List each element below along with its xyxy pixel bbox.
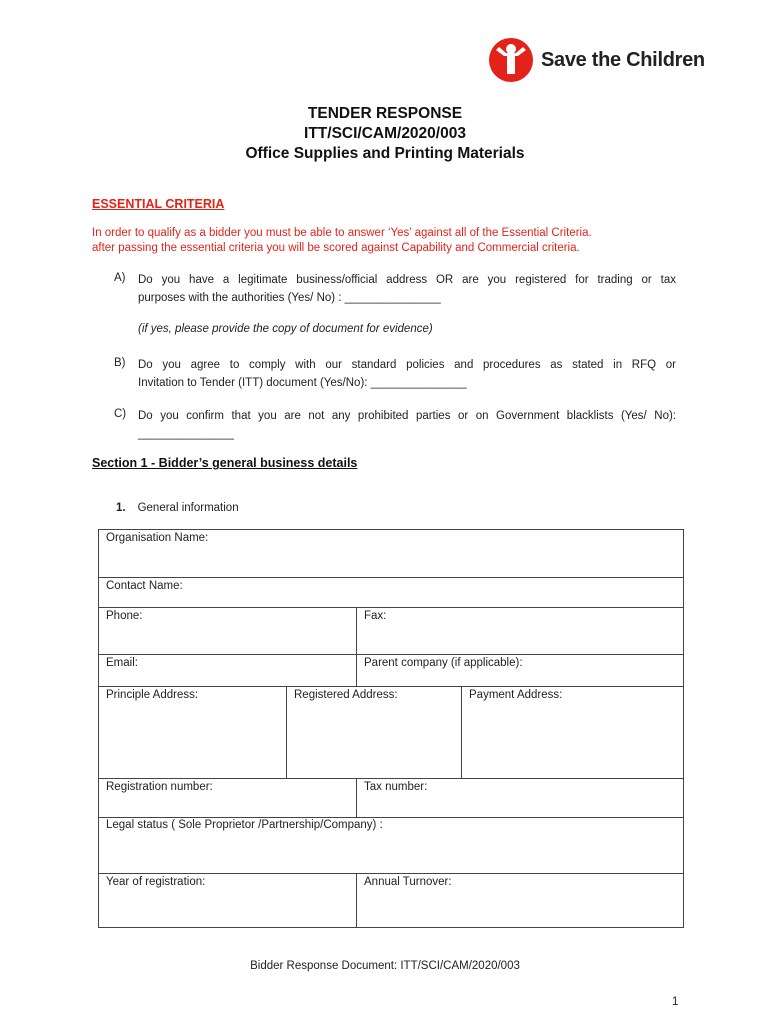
registration-number-field[interactable] xyxy=(99,779,357,818)
general-information-heading xyxy=(116,502,239,514)
question-c xyxy=(138,407,676,443)
tax-number-field[interactable] xyxy=(357,779,684,818)
essential-intro-line1: In order to qualify as a bidder you must be able to answer ‘Yes’ against all of the Essential Criteria. xyxy=(92,227,592,239)
essential-intro-line2: after passing the essential criteria you will be scored against Capability and Commercial criteria. xyxy=(92,242,580,254)
question-a-line1: Do you have a legitimate business/official address OR are you registered for trading or tax xyxy=(138,274,676,286)
phone-label: Phone: xyxy=(106,610,143,622)
logo-child-icon xyxy=(487,36,535,84)
contact-name-field[interactable] xyxy=(99,578,684,608)
legal-status-field[interactable] xyxy=(99,818,684,874)
question-c-letter: C) xyxy=(114,408,127,420)
email-field[interactable] xyxy=(99,655,357,687)
fax-label: Fax: xyxy=(364,610,387,622)
legal-status-label: Legal status ( Sole Proprietor /Partnership/Company) : xyxy=(106,819,383,831)
general-information-form xyxy=(98,529,684,928)
general-information-number: 1. xyxy=(116,502,126,514)
tax-number-label: Tax number: xyxy=(364,781,428,793)
question-b-line2: Invitation to Tender (ITT) document (Yes/No): _______________ xyxy=(138,377,467,389)
question-a-letter: A) xyxy=(114,272,126,284)
parent-company-label: Parent company (if applicable): xyxy=(364,657,523,669)
organisation-name-field[interactable] xyxy=(99,530,684,578)
document-reference: ITT/SCI/CAM/2020/003 xyxy=(304,125,466,142)
question-b xyxy=(138,356,676,392)
page-number: 1 xyxy=(672,996,679,1008)
document-title: TENDER RESPONSE xyxy=(307,105,463,122)
registered-address-label: Registered Address: xyxy=(294,689,398,701)
phone-field[interactable] xyxy=(99,608,357,655)
principle-address-field[interactable] xyxy=(99,687,287,779)
annual-turnover-label: Annual Turnover: xyxy=(364,876,452,888)
question-b-line1: Do you agree to comply with our standard policies and procedures as stated in RFQ or xyxy=(138,359,676,371)
email-label: Email: xyxy=(106,657,138,669)
payment-address-label: Payment Address: xyxy=(469,689,563,701)
annual-turnover-field[interactable] xyxy=(357,874,684,928)
question-b-letter: B) xyxy=(114,357,126,369)
year-of-registration-label: Year of registration: xyxy=(106,876,206,888)
section-1-heading: Section 1 - Bidder’s general business details xyxy=(92,456,358,470)
question-a-line2: purposes with the authorities (Yes/ No) : _______________ xyxy=(138,292,441,304)
principle-address-label: Principle Address: xyxy=(106,689,199,701)
general-information-label: General information xyxy=(137,502,239,514)
organisation-name-label: Organisation Name: xyxy=(106,532,209,544)
registered-address-field[interactable] xyxy=(287,687,462,779)
logo-text: Save the Children xyxy=(541,48,705,71)
registration-number-label: Registration number: xyxy=(106,781,213,793)
parent-company-field[interactable] xyxy=(357,655,684,687)
document-subject: Office Supplies and Printing Materials xyxy=(245,145,525,162)
fax-field[interactable] xyxy=(357,608,684,655)
contact-name-label: Contact Name: xyxy=(106,580,183,592)
question-a-note: (if yes, please provide the copy of document for evidence) xyxy=(138,323,433,335)
save-the-children-logo xyxy=(487,36,705,84)
payment-address-field[interactable] xyxy=(462,687,684,779)
question-c-line1: Do you confirm that you are not any prohibited parties or on Government blacklists (Yes/ No): xyxy=(138,410,676,422)
year-of-registration-field[interactable] xyxy=(99,874,357,928)
footer-document-reference: Bidder Response Document: ITT/SCI/CAM/2020/003 xyxy=(250,960,520,972)
question-a xyxy=(138,271,676,307)
question-c-line2: _______________ xyxy=(138,428,234,440)
essential-criteria-heading: ESSENTIAL CRITERIA xyxy=(92,197,225,211)
